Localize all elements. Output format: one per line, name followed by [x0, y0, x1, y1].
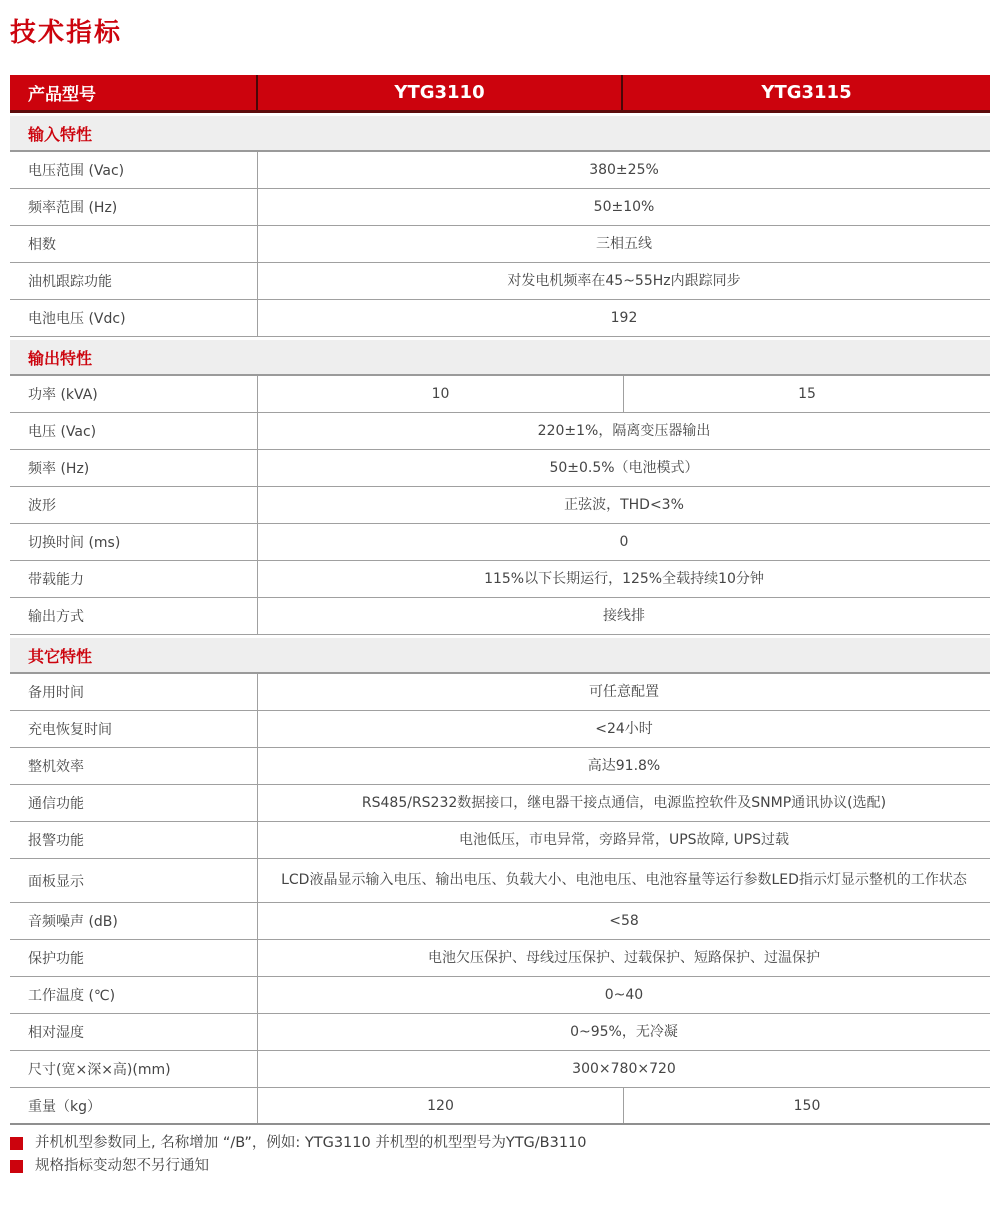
- row-value-model2: 150: [623, 1088, 990, 1123]
- row-value: 三相五线: [596, 235, 652, 252]
- section-header-other: [10, 638, 990, 674]
- row-label: 面板显示: [10, 859, 258, 902]
- row-value: 380±25%: [589, 161, 659, 178]
- table-row-communication: [10, 785, 990, 822]
- row-value: 192: [610, 309, 638, 326]
- row-label: 尺寸(宽×深×高)(mm): [10, 1051, 258, 1087]
- table-row-operating-temperature: [10, 977, 990, 1014]
- table-row-backup-time: [10, 674, 990, 711]
- row-value: 220±1%，隔离变压器输出: [537, 422, 711, 439]
- row-label: 电池电压 (Vdc): [10, 300, 258, 336]
- row-value-model2: 15: [623, 376, 990, 412]
- row-label: 频率 (Hz): [10, 450, 258, 486]
- row-value: 300×780×720: [572, 1060, 676, 1077]
- row-value-model1: 10: [431, 386, 450, 402]
- table-row-weight: [10, 1088, 990, 1125]
- row-label: 带载能力: [10, 561, 258, 597]
- red-square-bullet-icon: [10, 1160, 23, 1173]
- section-title-other: 其它特性: [28, 646, 93, 666]
- footnotes: [10, 1134, 1000, 1176]
- row-label: 重量（kg）: [10, 1088, 258, 1123]
- table-row-recharge-time: [10, 711, 990, 748]
- row-value: 正弦波，THD<3%: [564, 496, 684, 513]
- row-label: 整机效率: [10, 748, 258, 784]
- row-label: 电压范围 (Vac): [10, 152, 258, 188]
- table-row-waveform: [10, 487, 990, 524]
- row-value: 高达91.8%: [587, 757, 661, 774]
- row-value: LCD液晶显示输入电压、输出电压、负载大小、电池电压、电池容量等运行参数LED指示灯显示整机的工作状态: [281, 872, 967, 888]
- row-label: 工作温度 (℃): [10, 977, 258, 1013]
- row-value: 0: [619, 533, 629, 550]
- table-row-alarm: [10, 822, 990, 859]
- row-label: 相数: [10, 226, 258, 262]
- table-row-overload-capacity: [10, 561, 990, 598]
- row-label: 备用时间: [10, 674, 258, 710]
- table-row-generator-tracking: [10, 263, 990, 300]
- row-label: 相对湿度: [10, 1014, 258, 1050]
- row-value: 对发电机频率在45~55Hz内跟踪同步: [507, 272, 741, 289]
- row-value: RS485/RS232数据接口，继电器干接点通信，电源监控软件及SNMP通讯协议(选配): [361, 794, 887, 811]
- row-value: 50±0.5%（电池模式）: [549, 459, 699, 476]
- spec-table: [10, 75, 990, 1125]
- header-model-2: YTG3115: [761, 82, 852, 103]
- row-label: 输出方式: [10, 598, 258, 634]
- row-value: 50±10%: [593, 198, 655, 215]
- row-label: 保护功能: [10, 940, 258, 976]
- table-row-transfer-time: [10, 524, 990, 561]
- row-label: 充电恢复时间: [10, 711, 258, 747]
- row-label: 频率范围 (Hz): [10, 189, 258, 225]
- header-model-1: YTG3110: [258, 75, 623, 110]
- table-row-dimensions: [10, 1051, 990, 1088]
- row-value: 115%以下长期运行，125%全载持续10分钟: [484, 570, 764, 587]
- row-value: 电池低压，市电异常，旁路异常，UPS故障, UPS过载: [458, 831, 790, 848]
- row-value: 接线排: [603, 607, 645, 624]
- table-row-frequency-range: [10, 189, 990, 226]
- row-label: 报警功能: [10, 822, 258, 858]
- row-value: 可任意配置: [589, 683, 659, 700]
- footnote-text: 规格指标变动恕不另行通知: [35, 1158, 209, 1174]
- row-label: 电压 (Vac): [10, 413, 258, 449]
- datasheet-page: [0, 12, 1000, 1209]
- table-row-efficiency: [10, 748, 990, 785]
- row-value: 电池欠压保护、母线过压保护、过载保护、短路保护、过温保护: [428, 949, 820, 966]
- row-label: 油机跟踪功能: [10, 263, 258, 299]
- table-row-relative-humidity: [10, 1014, 990, 1051]
- footnote-parallel-model: [10, 1134, 1000, 1153]
- row-label: 功率 (kVA): [10, 376, 258, 412]
- row-label: 音频噪声 (dB): [10, 903, 258, 939]
- footnote-spec-change: [10, 1157, 1000, 1176]
- row-value: 0~95%，无冷凝: [570, 1023, 678, 1040]
- red-square-bullet-icon: [10, 1137, 23, 1150]
- row-label: 切换时间 (ms): [10, 524, 258, 560]
- section-header-input: [10, 116, 990, 152]
- footnote-text: 并机机型参数同上, 名称增加 “/B”，例如: YTG3110 并机型的机型型号为YTG/B3110: [35, 1135, 587, 1151]
- table-row-phase-count: [10, 226, 990, 263]
- table-row-output-voltage: [10, 413, 990, 450]
- table-header-row: [10, 75, 990, 113]
- table-row-protection: [10, 940, 990, 977]
- table-row-panel-display: [10, 859, 990, 903]
- row-label: 波形: [10, 487, 258, 523]
- section-title-input: 输入特性: [28, 124, 93, 144]
- section-header-output: [10, 340, 990, 376]
- row-value: 0~40: [604, 986, 644, 1003]
- table-row-battery-voltage: [10, 300, 990, 337]
- row-value-model1: 120: [427, 1097, 454, 1114]
- row-value: <24小时: [595, 720, 653, 737]
- header-product-model-label: 产品型号: [10, 75, 258, 110]
- table-row-power: [10, 376, 990, 413]
- page-title: 技术指标: [10, 18, 123, 48]
- row-label: 通信功能: [10, 785, 258, 821]
- row-value: <58: [609, 912, 639, 929]
- table-row-output-frequency: [10, 450, 990, 487]
- table-row-output-connection: [10, 598, 990, 635]
- section-title-output: 输出特性: [28, 348, 93, 368]
- table-row-audible-noise: [10, 903, 990, 940]
- table-row-voltage-range: [10, 152, 990, 189]
